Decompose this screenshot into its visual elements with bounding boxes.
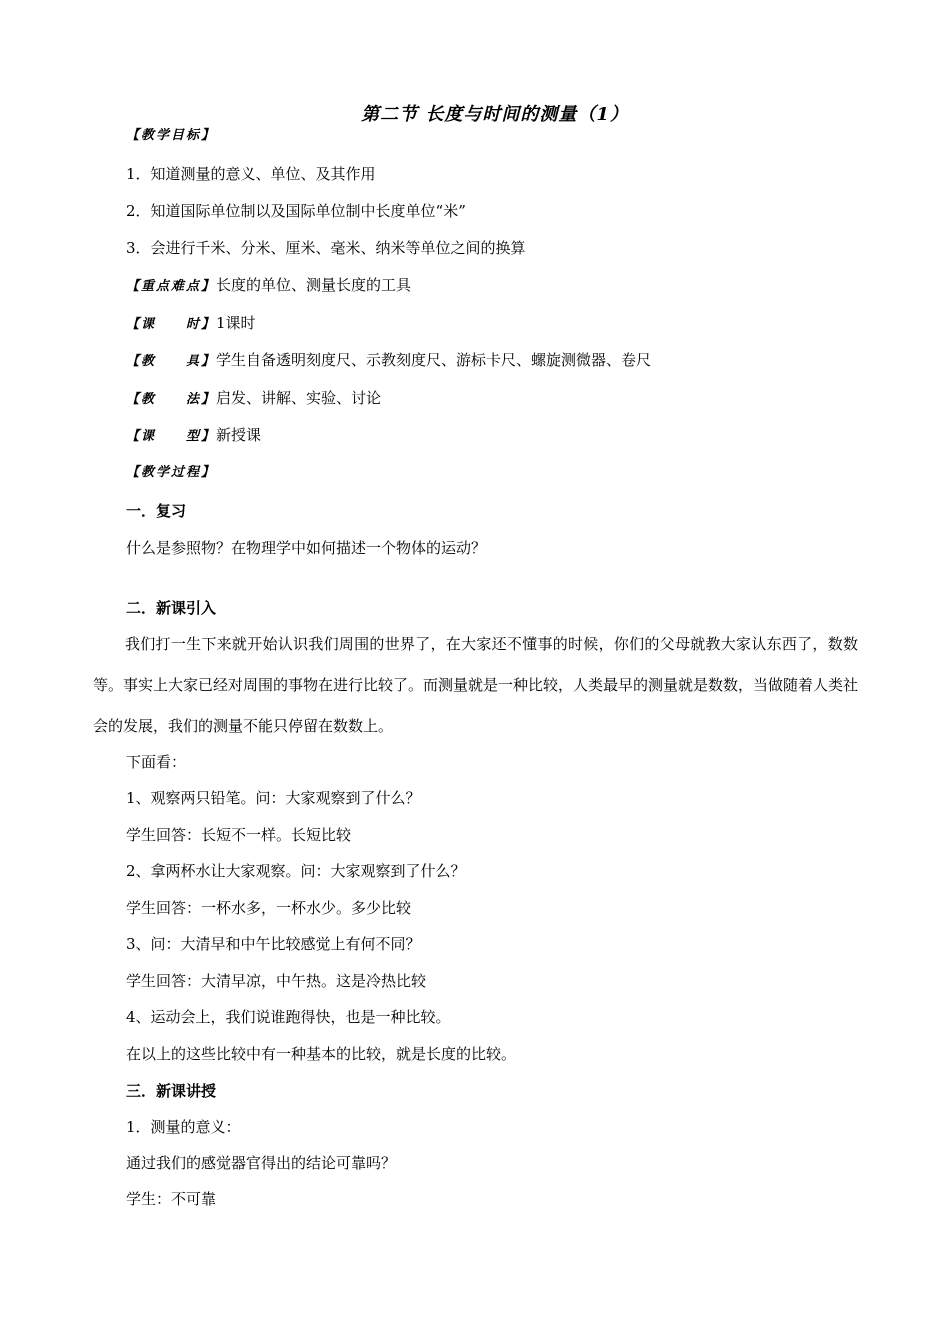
info-class-type <box>126 425 261 447</box>
info-value: 长度的单位、测量长度的工具 <box>216 276 412 294</box>
info-label: 【教 具】 <box>126 354 217 369</box>
review-heading: 一．复习 <box>126 502 187 520</box>
lecture-line-2: 通过我们的感觉器官得出的结论可靠吗？ <box>126 1154 397 1172</box>
intro-line-6: 3、问：大清早和中午比较感觉上有何不同？ <box>126 935 421 953</box>
intro-line-2: 1、观察两只铅笔。问：大家观察到了什么？ <box>126 789 421 807</box>
info-label: 【教 法】 <box>126 392 217 407</box>
info-teaching-aids <box>126 350 651 372</box>
intro-heading: 二．新课引入 <box>126 599 217 617</box>
lecture-line-3: 学生：不可靠 <box>126 1190 217 1208</box>
info-value: 启发、讲解、实验、讨论 <box>216 389 382 407</box>
objective-item-2: 2．知道国际单位制以及国际单位制中长度单位“米” <box>126 202 466 220</box>
objective-item-1: 1．知道测量的意义、单位、及其作用 <box>126 165 376 183</box>
intro-paragraph: 我们打一生下来就开始认识我们周围的世界了，在大家还不懂事的时候，你们的父母就教大家认东西了，数数等。事实上大家已经对周围的事物在进行比较了。而测量就是一种比较，人类最早的测量就是数数，当做随着人类社会的发展，我们的测量不能只停留在数数上。 <box>93 635 859 735</box>
info-value: 新授课 <box>216 426 262 444</box>
info-label: 【重点难点】 <box>126 279 217 294</box>
lecture-line-1: 1．测量的意义： <box>126 1118 241 1136</box>
process-heading: 【教学过程】 <box>126 465 217 480</box>
info-label: 【课 型】 <box>126 429 217 444</box>
page-title: 第二节 长度与时间的测量（1） <box>361 104 629 125</box>
intro-line-5: 学生回答：一杯水多，一杯水少。多少比较 <box>126 899 412 917</box>
lecture-heading: 三．新课讲授 <box>126 1082 217 1100</box>
info-key-points <box>126 275 411 297</box>
objective-item-3: 3．会进行千米、分米、厘米、毫米、纳米等单位之间的换算 <box>126 239 526 257</box>
intro-line-1: 下面看： <box>126 753 187 771</box>
info-teaching-methods <box>126 388 381 410</box>
info-class-hours <box>126 313 256 335</box>
intro-line-8: 4、运动会上，我们说谁跑得快，也是一种比较。 <box>126 1008 451 1026</box>
intro-line-7: 学生回答：大清早凉，中午热。这是冷热比较 <box>126 972 427 990</box>
info-label: 【课 时】 <box>126 317 217 332</box>
intro-line-9: 在以上的这些比较中有一种基本的比较，就是长度的比较。 <box>126 1045 517 1063</box>
info-value: 1课时 <box>216 314 256 332</box>
intro-line-3: 学生回答：长短不一样。长短比较 <box>126 826 352 844</box>
intro-line-4: 2、拿两杯水让大家观察。问：大家观察到了什么？ <box>126 862 466 880</box>
objectives-heading: 【教学目标】 <box>126 128 217 143</box>
review-text: 什么是参照物？在物理学中如何描述一个物体的运动？ <box>126 539 487 557</box>
info-value: 学生自备透明刻度尺、示教刻度尺、游标卡尺、螺旋测微器、卷尺 <box>216 351 652 369</box>
